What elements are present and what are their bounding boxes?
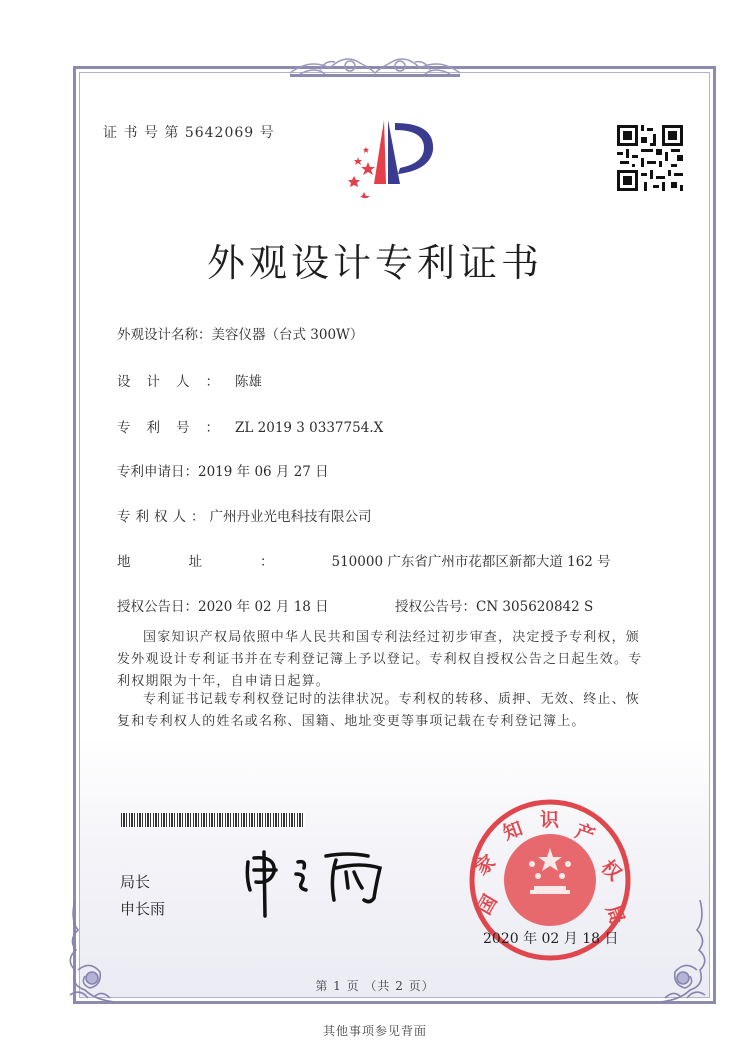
handwritten-signature-icon <box>240 848 400 918</box>
svg-text:权: 权 <box>596 855 626 885</box>
field-label: 专利号： <box>117 420 235 436</box>
field-value: 510000 广东省广州市花都区新都大道 162 号 <box>331 554 611 570</box>
field-address <box>117 550 611 570</box>
signatory-role: 局长 <box>120 873 151 891</box>
field-design-name <box>117 323 363 343</box>
statement-paragraph-2: 专利证书记载专利权登记时的法律状况。专利权的转移、质押、无效、终止、恢复和专利权人的姓名或名称、国籍、地址变更等事项记载在专利登记簿上。 <box>117 692 641 729</box>
field-label: 地址： <box>117 554 332 570</box>
signatory-name: 申长雨 <box>120 900 166 918</box>
field-label: 授权公告日： <box>117 599 198 615</box>
certificate-title: 外观设计专利证书 <box>206 241 543 285</box>
barcode <box>121 813 305 827</box>
certificate-number-label: 证 书 号 第 <box>103 125 180 141</box>
svg-text:国: 国 <box>473 891 502 919</box>
field-value: 2019 年 06 月 27 日 <box>198 464 329 480</box>
seal-date: 2020 年 02 月 18 日 <box>483 931 619 947</box>
field-value: 广州丹业光电科技有限公司 <box>209 509 372 525</box>
top-ornament-icon <box>290 38 460 78</box>
field-value: 美容仪器（台式 300W） <box>211 327 364 343</box>
field-value: 2020 年 02 月 18 日 <box>198 599 329 615</box>
svg-text:识: 识 <box>540 809 560 831</box>
field-grant-date <box>117 595 329 615</box>
field-value: CN 305620842 S <box>476 599 594 615</box>
certificate-number-value: 5642069 <box>184 125 255 141</box>
field-value: 陈雄 <box>235 374 262 390</box>
svg-text:知: 知 <box>500 817 526 845</box>
statement-paragraph-1: 国家知识产权局依照中华人民共和国专利法经过初步审查，决定授予专利权，颁发外观设计专利证书并在专利登记簿上予以登记。专利权自授权公告之日起生效。专利权期限为十年，自申请日起算。 <box>117 630 643 689</box>
certificate-number-suffix: 号 <box>259 125 275 141</box>
field-grant-number <box>395 595 593 615</box>
field-label: 外观设计名称： <box>117 327 212 343</box>
svg-text:产: 产 <box>572 820 598 848</box>
page-number: 第 1 页 （共 2 页） <box>315 979 435 993</box>
field-patentee <box>117 505 372 525</box>
svg-text:家: 家 <box>471 850 500 880</box>
certificate-number <box>103 122 275 142</box>
qr-code-icon <box>614 122 686 194</box>
field-label: 授权公告号： <box>395 599 476 615</box>
field-label: 专利权人： <box>117 509 210 525</box>
svg-text:局: 局 <box>601 902 629 928</box>
cnipa-logo-icon <box>340 118 435 198</box>
field-designer <box>117 370 262 390</box>
field-value: ZL 2019 3 0337754.X <box>235 420 384 436</box>
field-patent-number <box>117 416 383 436</box>
field-label: 设计人： <box>117 374 235 390</box>
footer-note: 其他事项参见背面 <box>322 1024 427 1038</box>
field-application-date <box>117 460 329 480</box>
field-label: 专利申请日： <box>117 464 198 480</box>
